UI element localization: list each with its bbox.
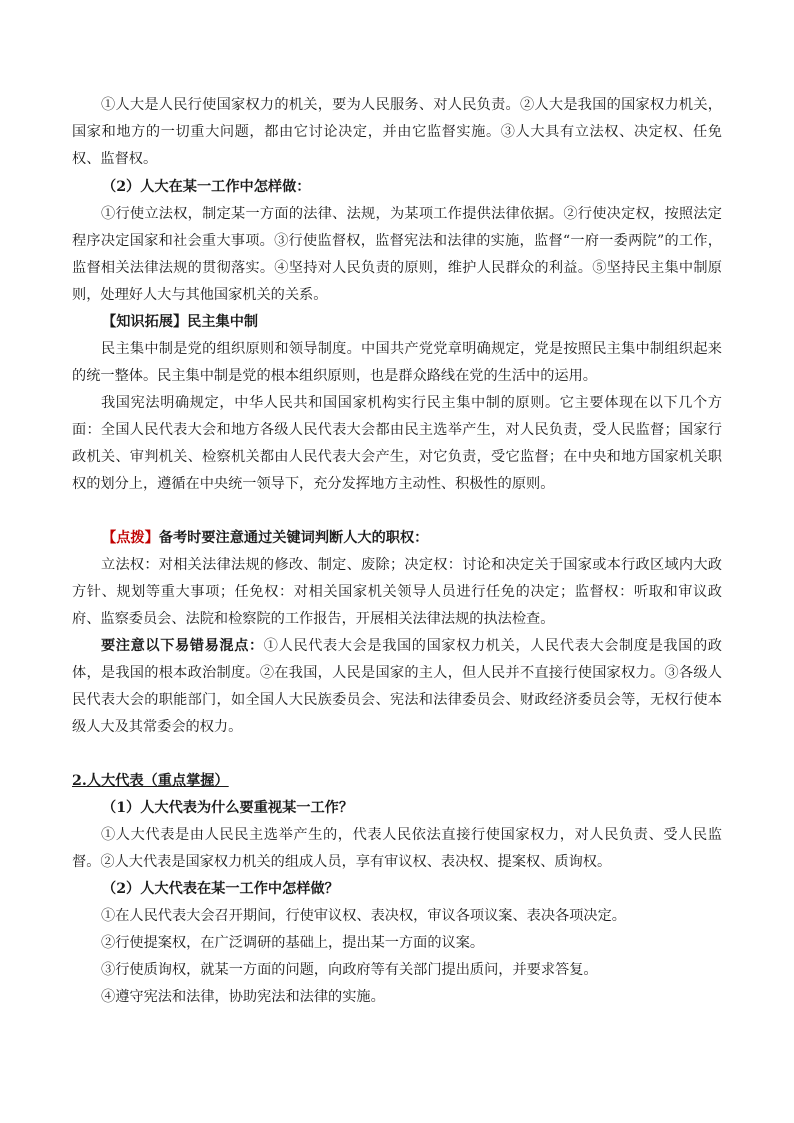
- tip-label: 【点拨】: [102, 530, 159, 546]
- list-item: ④遵守宪法和法律，协助宪法和法律的实施。: [101, 989, 385, 1005]
- tip-heading: [72, 525, 722, 552]
- tip-mistakes-lead: 要注意以下易错易混点：: [101, 638, 264, 654]
- section-title-deputies: [72, 768, 722, 795]
- tip-heading-text: 备考时要注意通过关键词判断人大的职权：: [158, 530, 429, 546]
- paragraph-democratic-centralism-constitution: 我国宪法明确规定，中华人民共和国国家机构实行民主集中制的原则。它主要体现在以下几个方面：全国人民代表大会和地方各级人民代表大会都由民主选举产生，对人民负责，受人民监督；国家行政机关、审判机关、检察机关都由人民代表大会产生，对它负责，受它监督；在中央和地方国家机关职权的划分上，遵循在中央统一领导下，充分发挥地方主动性、积极性的原则。: [72, 395, 722, 492]
- paragraph-democratic-centralism-party: 民主集中制是党的组织原则和领导制度。中国共产党党章明确规定，党是按照民主集中制组织起来的统一整体。民主集中制是党的根本组织原则，也是群众路线在党的生活中的运用。: [72, 341, 722, 384]
- paragraph-deputies-reasons: ①人大代表是由人民民主选举产生的，代表人民依法直接行使国家权力，对人民负责、受人民监督。②人大代表是国家权力机关的组成人员，享有审议权、表决权、提案权、质询权。: [72, 827, 722, 870]
- paragraph-tip-mistakes: [72, 633, 722, 741]
- subheading-congress-how: （2）人大在某一工作中怎样做：: [102, 179, 311, 195]
- subheading-deputies-why: （1）人大代表为什么要重视某一工作？: [102, 800, 354, 816]
- list-item: ③行使质询权，就某一方面的问题，向政府等有关部门提出质问，并要求答复。: [101, 962, 598, 978]
- subheading-deputies-how: （2）人大代表在某一工作中怎样做？: [102, 881, 339, 897]
- tip-mistakes-text: ①人民代表大会是我国的国家权力机关，人民代表大会制度是我国的政体，是我国的根本政治制度。②在我国，人民是国家的主人，但人民并不直接行使国家权力。③各级人民代表大会的职能部门，如全国人大民族委员会、宪法和法律委员会、财政经济委员会等，无权行使本级人大及其常委会的权力。: [72, 638, 722, 735]
- list-item: ①在人民代表大会召开期间，行使审议权、表决权，审议各项议案、表决各项决定。: [101, 908, 626, 924]
- paragraph-tip-keywords: 立法权：对相关法律法规的修改、制定、废除；决定权：讨论和决定关于国家或本行政区域内大政方针、规划等重大事项；任免权：对相关国家机关领导人员进行任免的决定；监督权：听取和审议政府、监察委员会、法院和检察院的工作报告，开展相关法律法规的执法检查。: [72, 557, 722, 627]
- section-title-deputies-text: 2.人大代表（重点掌握）: [72, 773, 229, 789]
- list-item: ②行使提案权，在广泛调研的基础上，提出某一方面的议案。: [101, 935, 485, 951]
- paragraph-people-congress-reasons: ①人大是人民行使国家权力的机关，要为人民服务、对人民负责。②人大是我国的国家权力机关，国家和地方的一切重大问题，都由它讨论决定，并由它监督实施。③人大具有立法权、决定权、任免权、监督权。: [72, 97, 722, 167]
- paragraph-congress-actions: ①行使立法权，制定某一方面的法律、法规，为某项工作提供法律依据。②行使决定权，按照法定程序决定国家和社会重大事项。③行使监督权，监督宪法和法律的实施，监督“一府一委两院”的工作，监督相关法律法规的贯彻落实。④坚持对人民负责的原则，维护人民群众的利益。⑤坚持民主集中制原则，处理好人大与其他国家机关的关系。: [72, 206, 722, 303]
- knowledge-extension-label: 【知识拓展】民主集中制: [102, 314, 259, 330]
